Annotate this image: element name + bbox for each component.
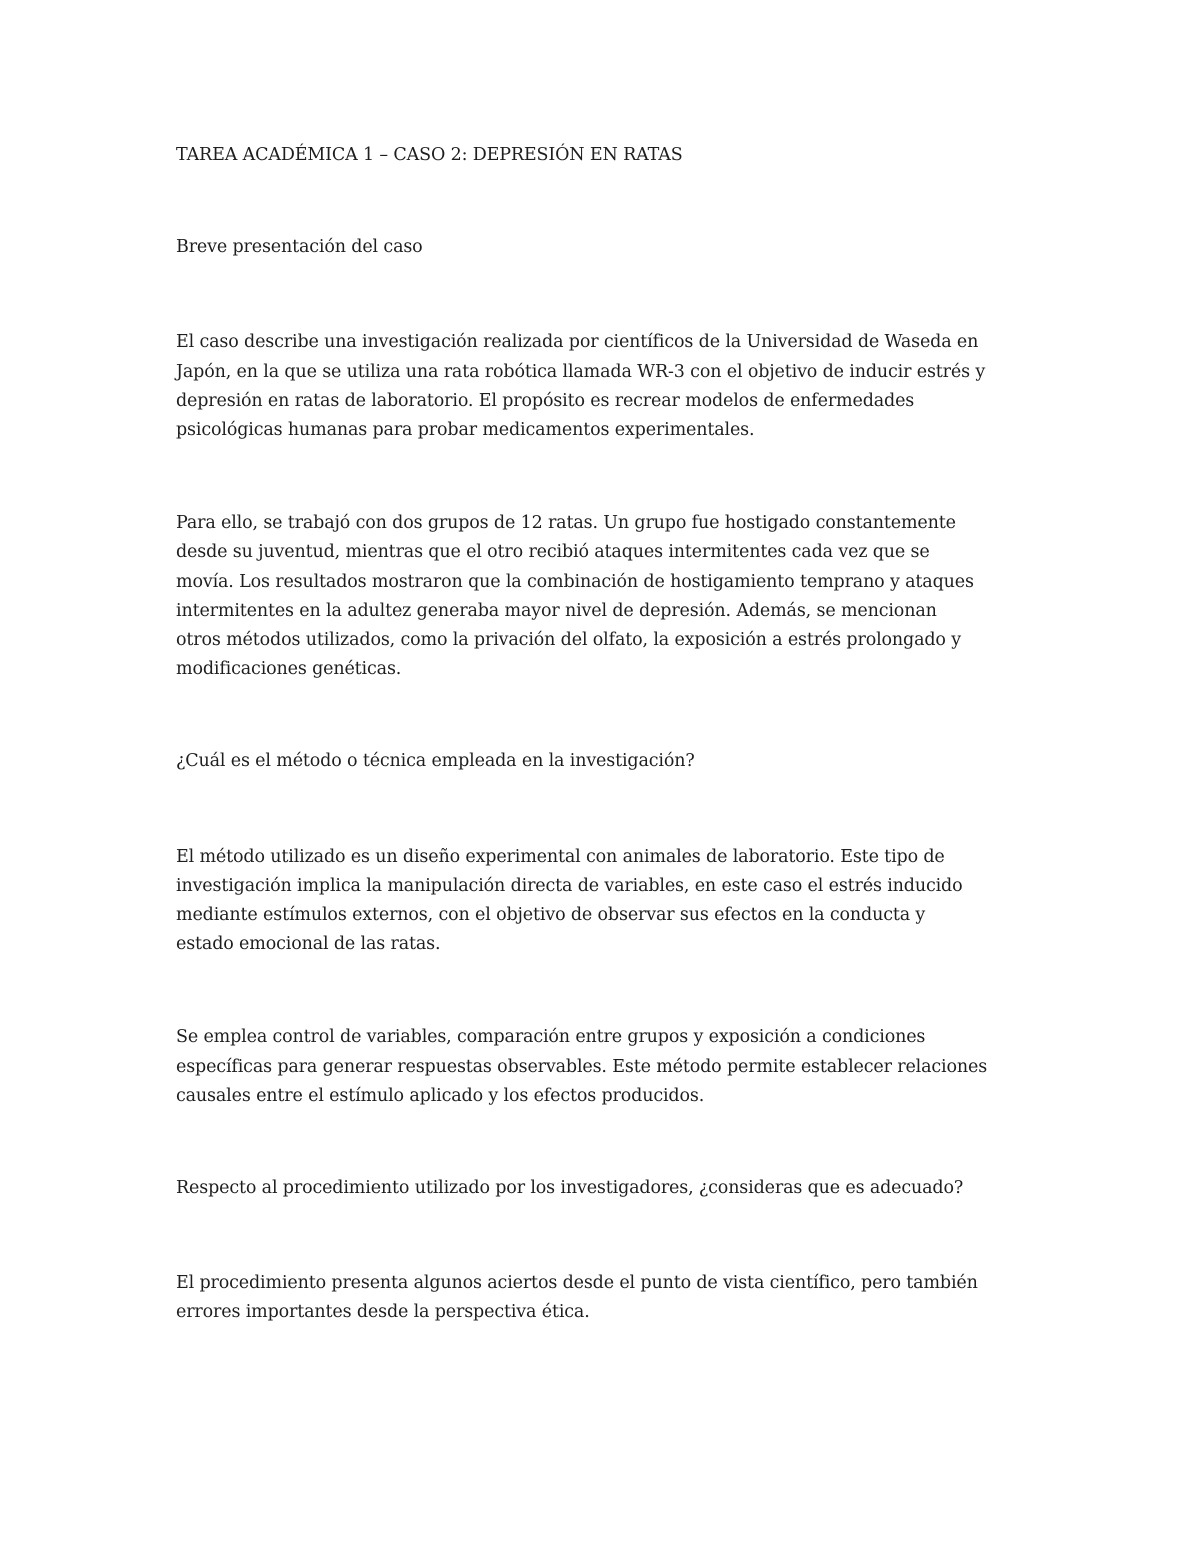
paragraph-line: El caso describe una investigación realizada por científicos de la Universidad de Waseda en: [176, 332, 979, 353]
question-method: ¿Cuál es el método o técnica empleada en la investigación?: [176, 751, 695, 772]
paragraph-case-results: [176, 509, 1036, 684]
paragraph-line: movía. Los resultados mostraron que la combinación de hostigamiento temprano y ataques: [176, 571, 974, 592]
paragraph-procedure-answer: [176, 1269, 1036, 1327]
document-body: [176, 141, 1036, 1328]
question-procedure: Respecto al procedimiento utilizado por los investigadores, ¿consideras que es adecuado?: [176, 1178, 964, 1199]
section-heading: Breve presentación del caso: [176, 237, 423, 258]
paragraph-line: estado emocional de las ratas.: [176, 934, 441, 955]
paragraph-line: intermitentes en la adultez generaba mayor nivel de depresión. Además, se mencionan: [176, 600, 937, 621]
paragraph-line: modificaciones genéticas.: [176, 659, 402, 680]
paragraph-line: depresión en ratas de laboratorio. El propósito es recrear modelos de enfermedades: [176, 390, 915, 411]
paragraph-line: mediante estímulos externos, con el objetivo de observar sus efectos en la conducta y: [176, 905, 926, 926]
paragraph-line: otros métodos utilizados, como la privación del olfato, la exposición a estrés prolongado y: [176, 630, 961, 651]
paragraph-method-detail: [176, 1023, 1036, 1111]
paragraph-line: El procedimiento presenta algunos aciertos desde el punto de vista científico, pero también: [176, 1273, 978, 1294]
paragraph-line: causales entre el estímulo aplicado y los efectos producidos.: [176, 1085, 705, 1106]
paragraph-line: específicas para generar respuestas observables. Este método permite establecer relaciones: [176, 1056, 988, 1077]
paragraph-line: errores importantes desde la perspectiva ética.: [176, 1302, 590, 1323]
paragraph-line: desde su juventud, mientras que el otro recibió ataques intermitentes cada vez que se: [176, 542, 930, 563]
document-title: TAREA ACADÉMICA 1 – CASO 2: DEPRESIÓN EN RATAS: [176, 145, 683, 165]
paragraph-case-description: [176, 328, 1036, 445]
paragraph-line: Japón, en la que se utiliza una rata robótica llamada WR-3 con el objetivo de inducir estrés y: [176, 361, 986, 382]
paragraph-line: Para ello, se trabajó con dos grupos de 12 ratas. Un grupo fue hostigado constantemente: [176, 513, 956, 534]
paragraph-line: El método utilizado es un diseño experimental con animales de laboratorio. Este tipo de: [176, 846, 945, 867]
paragraph-line: investigación implica la manipulación directa de variables, en este caso el estrés inducido: [176, 875, 963, 896]
paragraph-line: Se emplea control de variables, comparación entre grupos y exposición a condiciones: [176, 1027, 926, 1048]
paragraph-line: psicológicas humanas para probar medicamentos experimentales.: [176, 420, 755, 441]
paragraph-method-answer: [176, 843, 1036, 960]
